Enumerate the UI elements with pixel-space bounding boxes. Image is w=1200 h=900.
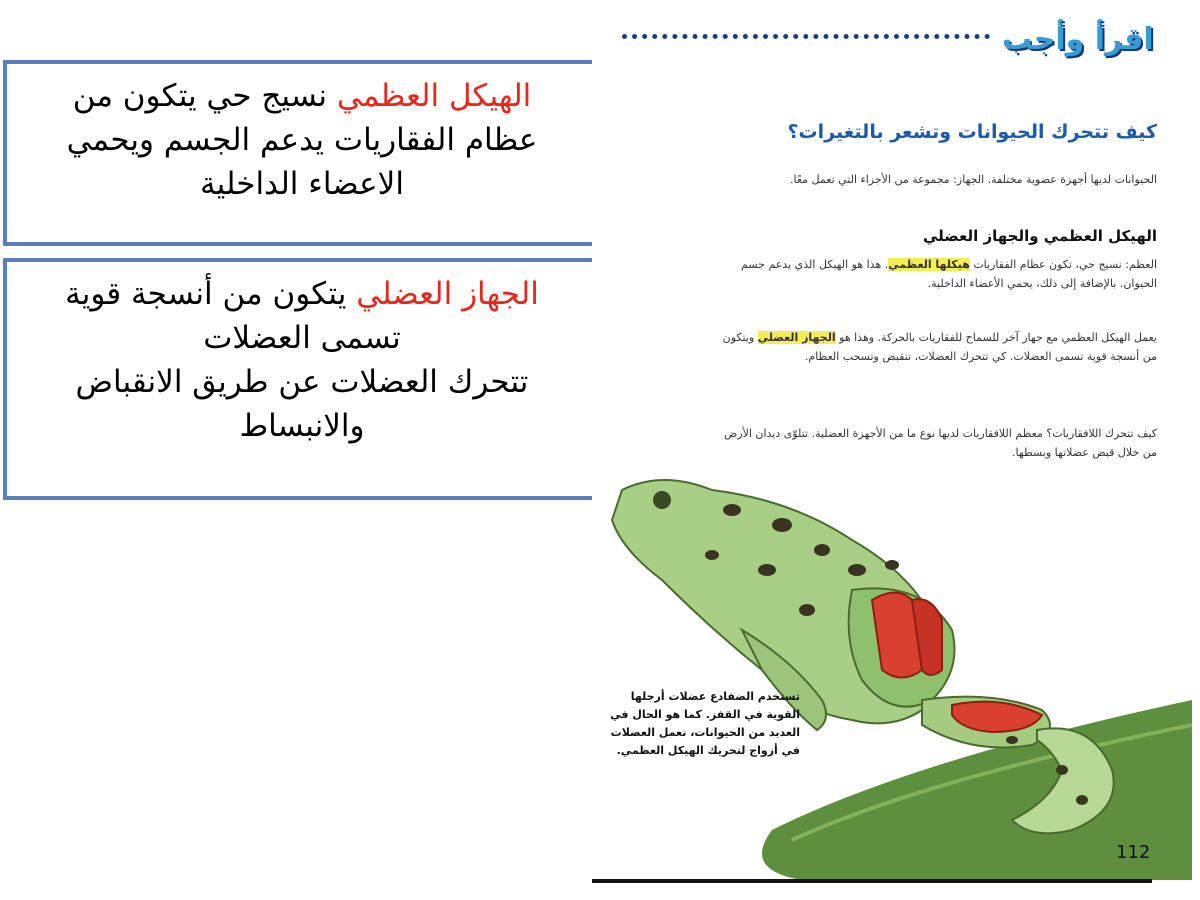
skeleton-definition-text: نسيج حي يتكون من: [72, 78, 337, 114]
highlight-skeleton: هيكلها العظمي: [888, 258, 970, 271]
paragraph-text: يعمل الهيكل العظمي مع جهاز آخر للسماح للفقاريات بالحركة. وهذا هو: [835, 331, 1157, 344]
muscle-definition-box: [3, 258, 601, 500]
figure-caption: تستخدم الضفادع عضلات أرجلها القوية في القفز. كما هو الحال في العديد من الحيوانات، تعمل العضلات في أزواج لتحريك الهيكل العظمي.: [610, 690, 800, 757]
highlight-muscle-system: الجهاز العضلي: [757, 331, 836, 344]
frog-illustration: [592, 470, 1192, 880]
paragraph-text: العظم: نسيج حي، تكون عظام الفقاريات: [969, 258, 1157, 271]
muscle-term: الجهاز العضلي: [356, 276, 539, 312]
frog-eye: [653, 491, 671, 509]
intro-paragraph: الحيوانات لديها أجهزة عضوية مختلفة. الجهاز: مجموعة من الأجزاء التي تعمل معًا.: [790, 173, 1157, 186]
subheading: الهيكل العظمي والجهاز العضلي: [922, 227, 1157, 245]
paragraph-invertebrates: كيف تتحرك اللافقاريات؟ معظم اللافقاريات لديها نوع ما من الأجهزة العضلية. تتلوّى ديدان الأرض من خلال قبض عضلاتها وبسطها.: [723, 427, 1157, 459]
muscle-definition-line1: [21, 272, 583, 316]
muscle-definition-line3: تتحرك العضلات عن طريق الانقباض: [75, 364, 529, 400]
skeleton-definition-box: [3, 60, 601, 246]
skeleton-definition-line1: [21, 74, 583, 118]
paragraph-skeleton: [717, 255, 1157, 293]
textbook-page: [592, 0, 1200, 900]
skeleton-term: الهيكل العظمي: [336, 78, 532, 114]
paragraph-muscles: [717, 328, 1157, 366]
paragraph-text: ويتكون من أنسجة قوية تسمى العضلات. كي تتحرك العضلات، تنقبض وتسحب العظام.: [722, 331, 1157, 363]
heading-dotted-rule: [622, 34, 990, 39]
skeleton-definition-line2: عظام الفقاريات يدعم الجسم ويحمي: [66, 122, 538, 158]
page-number: 112: [1116, 842, 1151, 863]
page-bottom-rule: [592, 879, 1152, 883]
muscle-definition-text: يتكون من أنسجة قوية: [65, 276, 357, 312]
muscle-definition-line2: تسمى العضلات: [203, 320, 401, 356]
section-heading: اقرأ وأجب: [1002, 22, 1154, 57]
paragraph-text: . هذا هو الهيكل الذي يدعم جسم الحيوان. بالإضافة إلى ذلك، يحمي الأعضاء الداخلية.: [741, 258, 1157, 290]
question-title: كيف تتحرك الحيوانات وتشعر بالتغيرات؟: [787, 121, 1157, 143]
muscle-definition-line4: والانبساط: [239, 408, 365, 444]
skeleton-definition-line3: الاعضاء الداخلية: [200, 166, 404, 202]
